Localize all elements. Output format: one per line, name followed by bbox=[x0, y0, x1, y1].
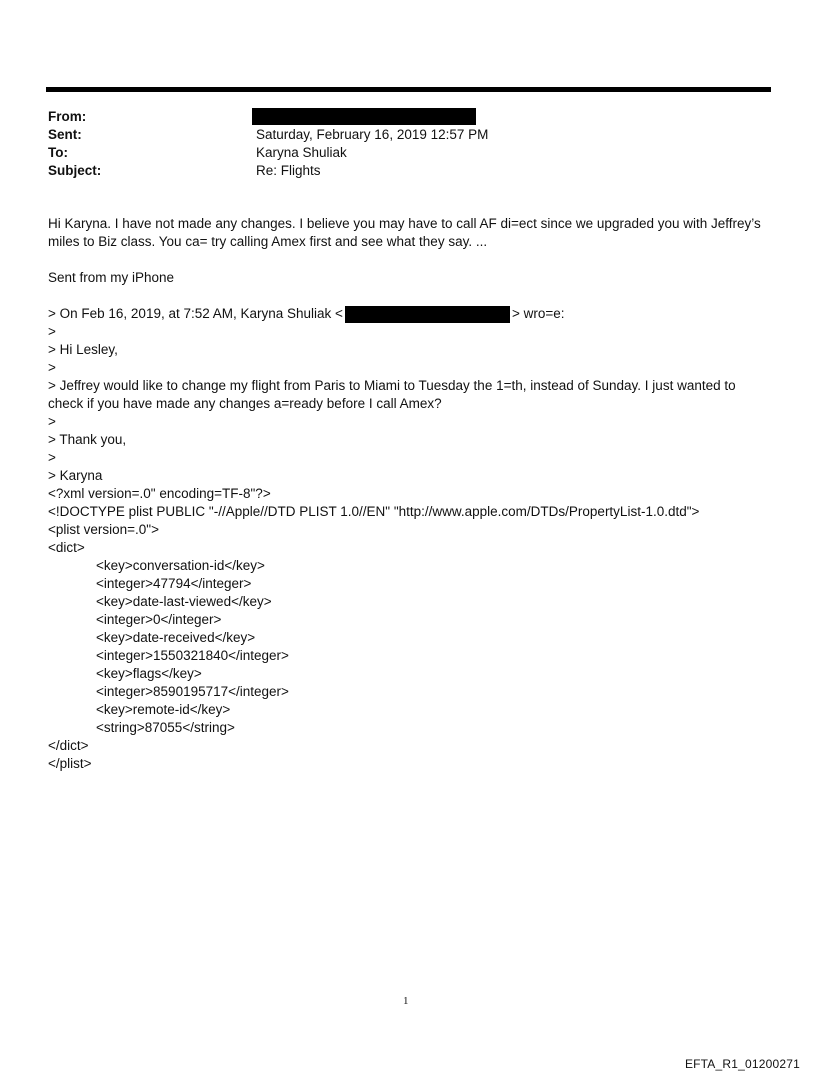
plist-open: <plist version=.0"> bbox=[48, 522, 159, 537]
plist-entry: <integer>0</integer> bbox=[96, 612, 222, 627]
reply-text: Hi Karyna. I have not made any changes. I believe you may have to call AF di=ect since we upgraded you with Jeffrey’s miles to Biz class. You ca= try calling Amex first and see what they say. ... bbox=[48, 216, 761, 249]
plist-doctype: <!DOCTYPE plist PUBLIC "-//Apple//DTD PLIST 1.0//EN" "http://www.apple.com/DTDs/PropertyList-1.0.dtd"> bbox=[48, 504, 700, 519]
sent-value: Saturday, February 16, 2019 12:57 PM bbox=[256, 127, 489, 142]
to-row bbox=[48, 144, 748, 162]
quote-line: > bbox=[48, 414, 56, 429]
subject-value: Re: Flights bbox=[256, 163, 321, 178]
plist-entry: <key>date-last-viewed</key> bbox=[96, 594, 272, 609]
subject-row bbox=[48, 162, 748, 180]
signature: Sent from my iPhone bbox=[48, 270, 175, 285]
from-row bbox=[48, 108, 748, 126]
redacted-sender bbox=[252, 108, 476, 125]
from-label: From: bbox=[48, 109, 87, 124]
plist-entry: <string>87055</string> bbox=[96, 720, 235, 735]
plist-close: </plist> bbox=[48, 756, 92, 771]
to-value: Karyna Shuliak bbox=[256, 145, 347, 160]
quote-line: > Karyna bbox=[48, 468, 103, 483]
plist-entry: <integer>8590195717</integer> bbox=[96, 684, 289, 699]
quote-line: > bbox=[48, 324, 56, 339]
sent-row bbox=[48, 126, 748, 144]
sent-label: Sent: bbox=[48, 127, 82, 142]
quote-intro bbox=[48, 305, 768, 323]
redacted-email bbox=[345, 306, 510, 323]
bates-number: EFTA_R1_01200271 bbox=[684, 1057, 800, 1071]
header-divider bbox=[46, 87, 771, 92]
plist-xml-decl: <?xml version=.0" encoding=TF-8"?> bbox=[48, 486, 271, 501]
page-number: 1 bbox=[403, 995, 409, 1007]
quote-intro-after: > wro=e: bbox=[511, 306, 565, 321]
quote-line: > bbox=[48, 450, 56, 465]
quote-request: > Jeffrey would like to change my flight from Paris to Miami to Tuesday the 1=th, instead of Sunday. I just wanted to check if you have made any changes a=ready before I call Amex? bbox=[48, 378, 736, 411]
to-label: To: bbox=[48, 145, 68, 160]
subject-label: Subject: bbox=[48, 163, 102, 178]
dict-close: </dict> bbox=[48, 738, 89, 753]
dict-open: <dict> bbox=[48, 540, 85, 555]
plist-entry: <integer>47794</integer> bbox=[96, 576, 252, 591]
email-body bbox=[48, 215, 768, 773]
quote-line: > bbox=[48, 360, 56, 375]
plist-entry: <key>remote-id</key> bbox=[96, 702, 231, 717]
plist-entry: <key>date-received</key> bbox=[96, 630, 256, 645]
quote-line: > Hi Lesley, bbox=[48, 342, 118, 357]
plist-entry: <integer>1550321840</integer> bbox=[96, 648, 289, 663]
email-header bbox=[48, 108, 748, 180]
quote-line: > Thank you, bbox=[48, 432, 127, 447]
plist-entry: <key>conversation-id</key> bbox=[96, 558, 265, 573]
quote-intro-before: > On Feb 16, 2019, at 7:52 AM, Karyna Shuliak < bbox=[48, 306, 343, 321]
plist-entry: <key>flags</key> bbox=[96, 666, 202, 681]
